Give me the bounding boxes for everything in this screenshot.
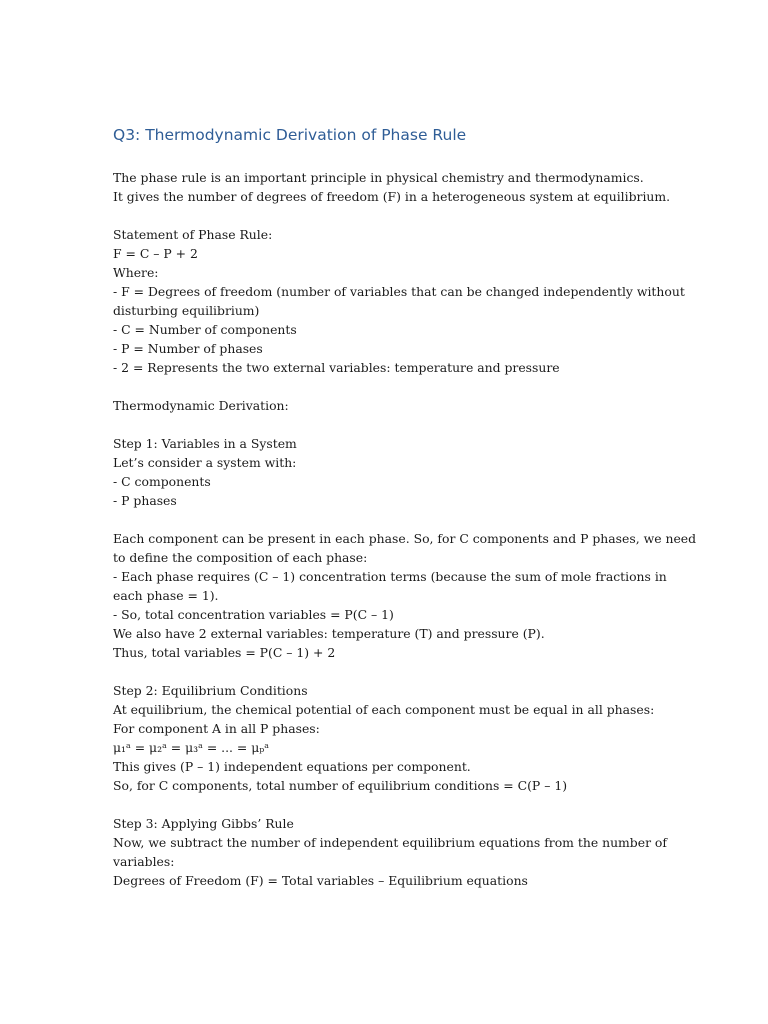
composition-line: each phase = 1). <box>113 588 219 603</box>
step3-line: Now, we subtract the number of independent equilibrium equations from the number of <box>113 835 667 850</box>
intro-line: The phase rule is an important principle in physical chemistry and thermodynamics. <box>113 170 644 185</box>
chemical-potential-equation: μ₁ᵃ = μ₂ᵃ = μ₃ᵃ = ... = μₚᵃ <box>113 740 270 755</box>
paragraph-spacer <box>113 510 673 529</box>
composition-line: We also have 2 external variables: temperature (T) and pressure (P). <box>113 626 545 641</box>
composition-line: - So, total concentration variables = P(C – 1) <box>113 607 394 622</box>
intro-line: It gives the number of degrees of freedom (F) in a heterogeneous system at equilibrium. <box>113 189 671 204</box>
step2-line: So, for C components, total number of equilibrium conditions = C(P – 1) <box>113 778 568 793</box>
composition-line: to define the composition of each phase: <box>113 550 368 565</box>
composition-line: Thus, total variables = P(C – 1) + 2 <box>113 645 336 660</box>
where-label: Where: <box>113 265 159 280</box>
document-body <box>113 168 697 890</box>
definition-line: - 2 = Represents the two external variables: temperature and pressure <box>113 360 560 375</box>
definition-line: - C = Number of components <box>113 322 297 337</box>
step1-line: Let’s consider a system with: <box>113 455 297 470</box>
step2-line: At equilibrium, the chemical potential of each component must be equal in all phases: <box>113 702 655 717</box>
composition-line: Each component can be present in each phase. So, for C components and P phases, we need <box>113 531 697 546</box>
step3-heading: Step 3: Applying Gibbs’ Rule <box>113 816 294 831</box>
step1-heading: Step 1: Variables in a System <box>113 436 297 451</box>
definition-line: disturbing equilibrium) <box>113 303 260 318</box>
step3-line: variables: <box>113 854 175 869</box>
definition-line: - F = Degrees of freedom (number of variables that can be changed independently without <box>113 284 685 299</box>
statement-heading: Statement of Phase Rule: <box>113 227 273 242</box>
derivation-heading: Thermodynamic Derivation: <box>113 398 289 413</box>
step2-line: This gives (P – 1) independent equations per component. <box>113 759 471 774</box>
composition-line: - Each phase requires (C – 1) concentration terms (because the sum of mole fractions in <box>113 569 667 584</box>
degrees-of-freedom-equation: Degrees of Freedom (F) = Total variables – Equilibrium equations <box>113 873 528 888</box>
paragraph-spacer <box>113 415 673 434</box>
paragraph-spacer <box>113 795 673 814</box>
step2-heading: Step 2: Equilibrium Conditions <box>113 683 308 698</box>
paragraph-spacer <box>113 662 673 681</box>
step1-line: - C components <box>113 474 211 489</box>
paragraph-spacer <box>113 377 673 396</box>
paragraph-spacer <box>113 206 673 225</box>
step1-line: - P phases <box>113 493 177 508</box>
phase-rule-formula: F = C – P + 2 <box>113 246 198 261</box>
definition-line: - P = Number of phases <box>113 341 263 356</box>
page-title: Q3: Thermodynamic Derivation of Phase Rule <box>113 126 467 144</box>
step2-line: For component A in all P phases: <box>113 721 320 736</box>
